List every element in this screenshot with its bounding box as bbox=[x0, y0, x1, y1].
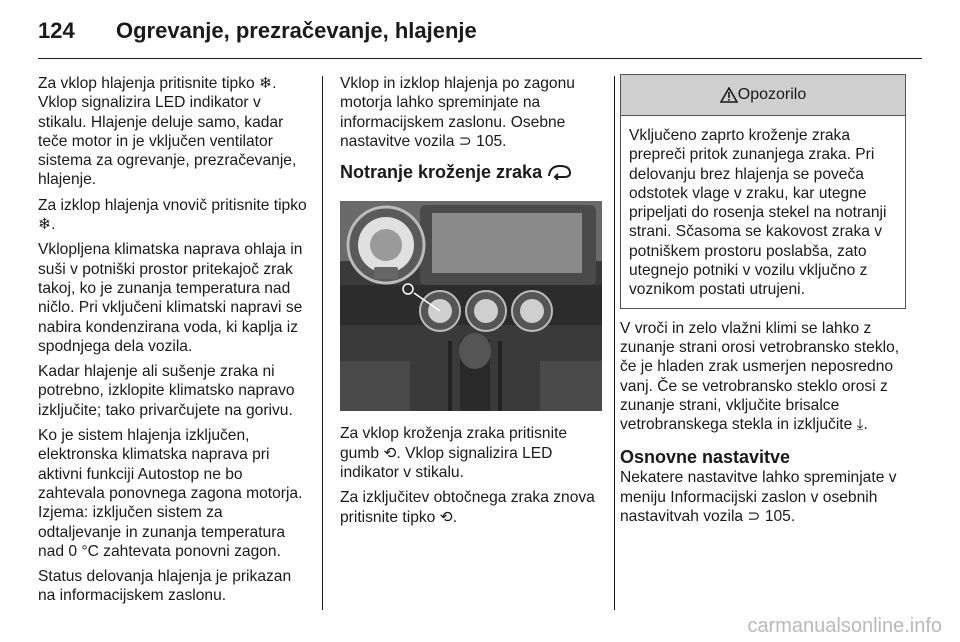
paragraph-recirc-on: Za vklop kroženja zraka pritisnite gumb ⟲. Vklop signalizira LED indikator v stikalu. bbox=[340, 425, 568, 482]
column-divider-2 bbox=[614, 76, 615, 610]
paragraph-autostop: Ko je sistem hlajenja izključen, elektronska klimatska naprava pri aktivni funkciji Autostop ne bo zahtevala ponovnega zagona motorja. Izjema: izključen sistem za odtaljevanje in zunanja temperatura nad 0 °C zahtevata ponovni zagon. bbox=[38, 427, 303, 560]
paragraph-cooling-on: Za vklop hlajenja pritisnite tipko ❄. Vklop signalizira LED indikator v stikalu. Hlajenje deluje samo, kadar teče motor in je vključen ventilator sistema za ogrevanje, prezračevanje, hlajenje. bbox=[38, 75, 297, 189]
warning-box bbox=[620, 74, 906, 309]
warning-header bbox=[621, 75, 905, 116]
page-header bbox=[38, 18, 922, 48]
column-2 bbox=[340, 74, 605, 533]
warning-title: Opozorilo bbox=[737, 86, 807, 104]
paragraph-windscreen-fog: V vroči in zelo vlažni klimi se lahko z zunanje strani orosi vetrobransko steklo, če je hladen zrak usmerjen neposredno vanj. Če se vetrobransko steklo orosi z zunanje strani, vključite brisalce vetrobranskega stekla in izključite ⤓. bbox=[620, 319, 900, 434]
heading-recirculation bbox=[340, 161, 605, 183]
recirculation-icon bbox=[547, 164, 573, 180]
column-3 bbox=[620, 74, 910, 532]
page-number: 124 bbox=[38, 18, 75, 43]
paragraph-basic-settings: Nekatere nastavitve lahko spreminjate v meniju Informacijski zaslon v osebnih nastavitvah vozila ⊃ 105. bbox=[620, 469, 897, 526]
column-divider-1 bbox=[322, 76, 323, 610]
heading-basic-settings: Osnovne nastavitve bbox=[620, 447, 791, 468]
paragraph-ac-dries-air: Vklopljena klimatska naprava ohlaja in suši v potniški prostor pritekajoč zrak takoj, ko je zunanja temperatura nad ničlo. Pri vključeni klimatski napravi se nabira kondenzirana voda, ki kaplja iz spodnjega dela vozila. bbox=[38, 241, 303, 355]
paragraph-cooling-off: Za izklop hlajenja vnovič pritisnite tipko ❄. bbox=[38, 196, 307, 234]
header-rule bbox=[38, 58, 922, 59]
heading-recirculation-text: Notranje kroženje zraka bbox=[340, 162, 543, 183]
page-title: Ogrevanje, prezračevanje, hlajenje bbox=[116, 18, 477, 43]
column-1 bbox=[38, 74, 310, 612]
paragraph-settings: Vklop in izklop hlajenja po zagonu motorja lahko spreminjate na informacijskem zaslonu. Osebne nastavitve vozila ⊃ 105. bbox=[340, 75, 575, 150]
paragraph-recirc-off: Za izključitev obtočnega zraka znova pritisnite tipko ⟲. bbox=[340, 489, 595, 526]
watermark: carmanualsonline.info bbox=[747, 615, 942, 637]
warning-text: Vključeno zaprto kroženje zraka prepreči pritok zunanjega zraka. Pri delovanju brez hlajenja se poveča odstotek vlage v zraku, kar utegne pripeljati do rosenja stekel na notranji strani. Sčasoma se kakovost zraka v potniškem prostoru poslabša, zato utegnejo potniki v vozilu vključno z voznikom postati utrujeni. bbox=[629, 127, 887, 299]
paragraph-save-fuel: Kadar hlajenje ali sušenje zraka ni potrebno, izklopite klimatsko napravo izključite; tako privarčujete na gorivu. bbox=[38, 363, 295, 419]
warning-triangle-icon bbox=[720, 87, 738, 103]
climate-control-photo bbox=[340, 201, 602, 411]
paragraph-status: Status delovanja hlajenja je prikazan na informacijskem zaslonu. bbox=[38, 568, 292, 605]
